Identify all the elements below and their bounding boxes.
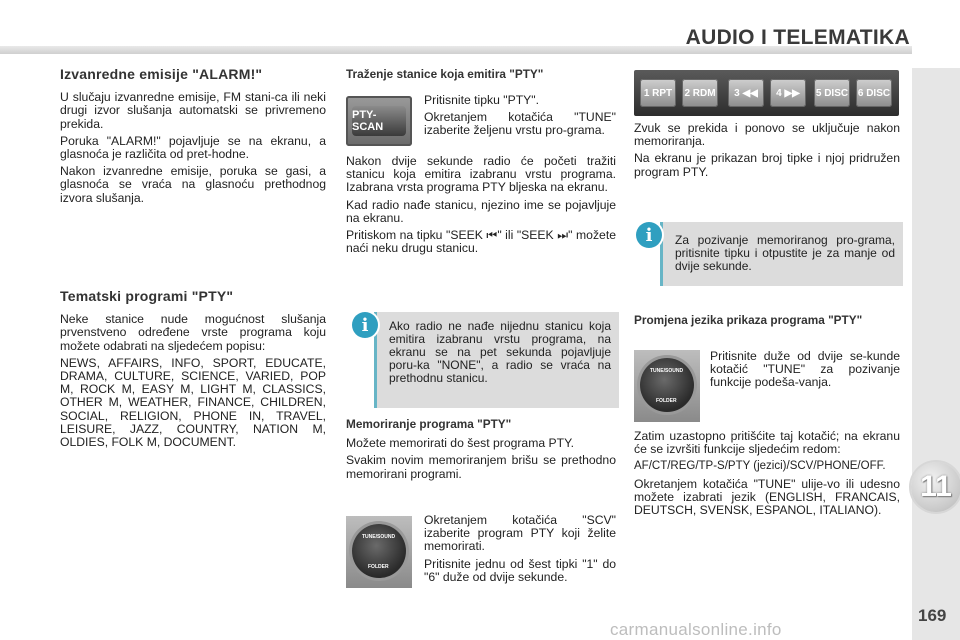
knob-icon: [640, 358, 694, 412]
lang-section-title: Promjena jezika prikaza programa "PTY": [634, 313, 863, 327]
info-icon: i: [352, 312, 378, 338]
preset-5-button: 5 DISC: [814, 79, 850, 107]
search-section-title: Traženje stanice koja emitira "PTY": [346, 67, 544, 81]
memo-step-2: Pritisnite jednu od šest tipki "1" do "6" duže od dvije sekunde.: [424, 556, 616, 584]
memo-result-paragraph-2: Na ekranu je prikazan broj tipke i njoj pridružen program PTY.: [634, 151, 900, 179]
preset-1-button: 1 RPT: [640, 79, 676, 107]
scv-knob-image: [346, 516, 412, 588]
info-box-recall: [660, 222, 903, 286]
memo-steps: [424, 514, 616, 588]
page-number: 169: [918, 606, 947, 625]
alarm-paragraph-2: Poruka "ALARM!" pojavljuje se na ekranu, a glasnoća je različita od pret-hodne.: [60, 133, 326, 162]
knob-bottom-label: FOLDER: [368, 564, 389, 570]
info-box-none: [374, 312, 619, 408]
memo-section-title: Memoriranje programa "PTY": [346, 417, 512, 431]
alarm-section-title: Izvanredne emisije "ALARM!": [60, 66, 263, 82]
knob-top-label: TUNE/SOUND: [650, 368, 684, 374]
lang-step: [710, 350, 900, 394]
memo-paragraph-2: Svakim novim memoriranjem brišu se prethodno memorirani programi.: [346, 453, 616, 481]
search-step-2: Okretanjem kotačića "TUNE" izaberite željenu vrstu pro-grama.: [424, 110, 616, 138]
preset-4-button: 4 ▶▶: [770, 79, 806, 107]
pty-paragraph-1: Neke stanice nude mogućnost slušanja prvenstveno određene vrste programa koju možete odabrati na sljedećem popisu:: [60, 312, 326, 353]
pty-list: NEWS, AFFAIRS, INFO, SPORT, EDUCATE, DRAMA, CULTURE, SCIENCE, VARIED, POP M, ROCK M, EASY M, LIGHT M, CLASSICS, OTHER M, WEATHER, FINANCE, CHILDREN, SOCIAL, RELIGION, PHONE IN, TRAVEL, LEISURE, JAZZ, COUNTRY, NATION M, OLDIES, FOLK M, DOCUMENT.: [60, 355, 326, 450]
preset-6-button: 6 DISC: [856, 79, 892, 107]
pty-scan-label: PTY-SCAN: [352, 106, 406, 136]
column-left-pty: [60, 290, 326, 453]
preset-3-button: 3 ◀◀: [728, 79, 764, 107]
lang-body: [634, 430, 900, 521]
lang-paragraph-3: Okretanjem kotačića "TUNE" ulije-vo ili udesno možete izabrati jezik (ENGLISH, FRANCAIS, DEUTSCH, SVENSK, ESPANOL, ITALIANO).: [634, 476, 900, 518]
info-icon: i: [636, 222, 662, 248]
search-steps: [424, 94, 616, 142]
lang-step-1: Pritisnite duže od dvije se-kunde kotačić "TUNE" za pozivanje funkcije podeša-vanja.: [710, 349, 900, 390]
knob-bottom-label: FOLDER: [656, 398, 677, 404]
memo-step-1: Okretanjem kotačića "SCV" izaberite program PTY koji želite memorirati.: [424, 513, 616, 554]
column-left: [60, 68, 326, 209]
lang-paragraph-1: Zatim uzastopno pritišćite taj kotačić; na ekranu će se izvršiti funkcije sljedećim redom:: [634, 429, 900, 457]
chapter-number-badge: 11: [911, 462, 960, 512]
preset-2-button: 2 RDM: [682, 79, 718, 107]
knob-icon: [352, 524, 406, 578]
search-paragraph-2: Kad radio nađe stanicu, njezino ime se pojavljuje na ekranu.: [346, 197, 616, 225]
lang-sequence: AF/CT/REG/TP-S/PTY (jezici)/SCV/PHONE/OFF.: [634, 460, 886, 473]
pty-section-title: Tematski programi "PTY": [60, 288, 234, 304]
column-middle-heading: [346, 68, 616, 81]
search-step-1: Pritisnite tipku "PTY".: [424, 93, 539, 107]
preset-buttons-image: [634, 70, 899, 116]
memo-section: [346, 418, 616, 485]
pty-scan-button-image: [346, 96, 412, 146]
search-paragraph-3: Pritiskom na tipku "SEEK ⏮" ili "SEEK ⏭" možete naći neku drugu stanicu.: [346, 228, 616, 256]
knob-top-label: TUNE/SOUND: [362, 534, 396, 540]
memo-paragraph-1: Možete memorirati do šest programa PTY.: [346, 436, 575, 451]
info-text-none: Ako radio ne nađe nijednu stanicu koja emitira izabranu vrstu programa, na ekranu se na pet sekunda pojavljuje poru-ka "NONE", a radio se vraća na prethodnu stanicu.: [389, 319, 611, 385]
chapter-side-band: [912, 68, 960, 640]
alarm-paragraph-1: U slučaju izvanredne emisije, FM stani-ca ili neki drugi izvor slušanja automatski se privremeno prekida.: [60, 90, 326, 131]
memo-result-paragraph-1: Zvuk se prekida i ponovo se uključuje nakon memoriranja.: [634, 121, 900, 149]
search-paragraph-1: Nakon dvije sekunde radio će početi tražiti stanicu koja emitira izabranu vrstu programa. Izabrana vrsta programa PTY bljeska na ekranu.: [346, 154, 616, 195]
info-text-recall: Za pozivanje memoriranog pro-grama, pritisnite tipku i otpustite je za manje od dvije sekunde.: [675, 233, 895, 273]
watermark: carmanualsonline.info: [610, 620, 782, 639]
lang-heading: [634, 314, 900, 327]
alarm-paragraph-3: Nakon izvanredne emisije, poruka se gasi, a glasnoća se vraća na glasnoću prethodnog izvora slušanja.: [60, 164, 326, 205]
tune-knob-image: [634, 350, 700, 422]
column-right-top: [634, 122, 900, 183]
page-title: AUDIO I TELEMATIKA: [685, 26, 910, 49]
search-body: [346, 155, 616, 259]
